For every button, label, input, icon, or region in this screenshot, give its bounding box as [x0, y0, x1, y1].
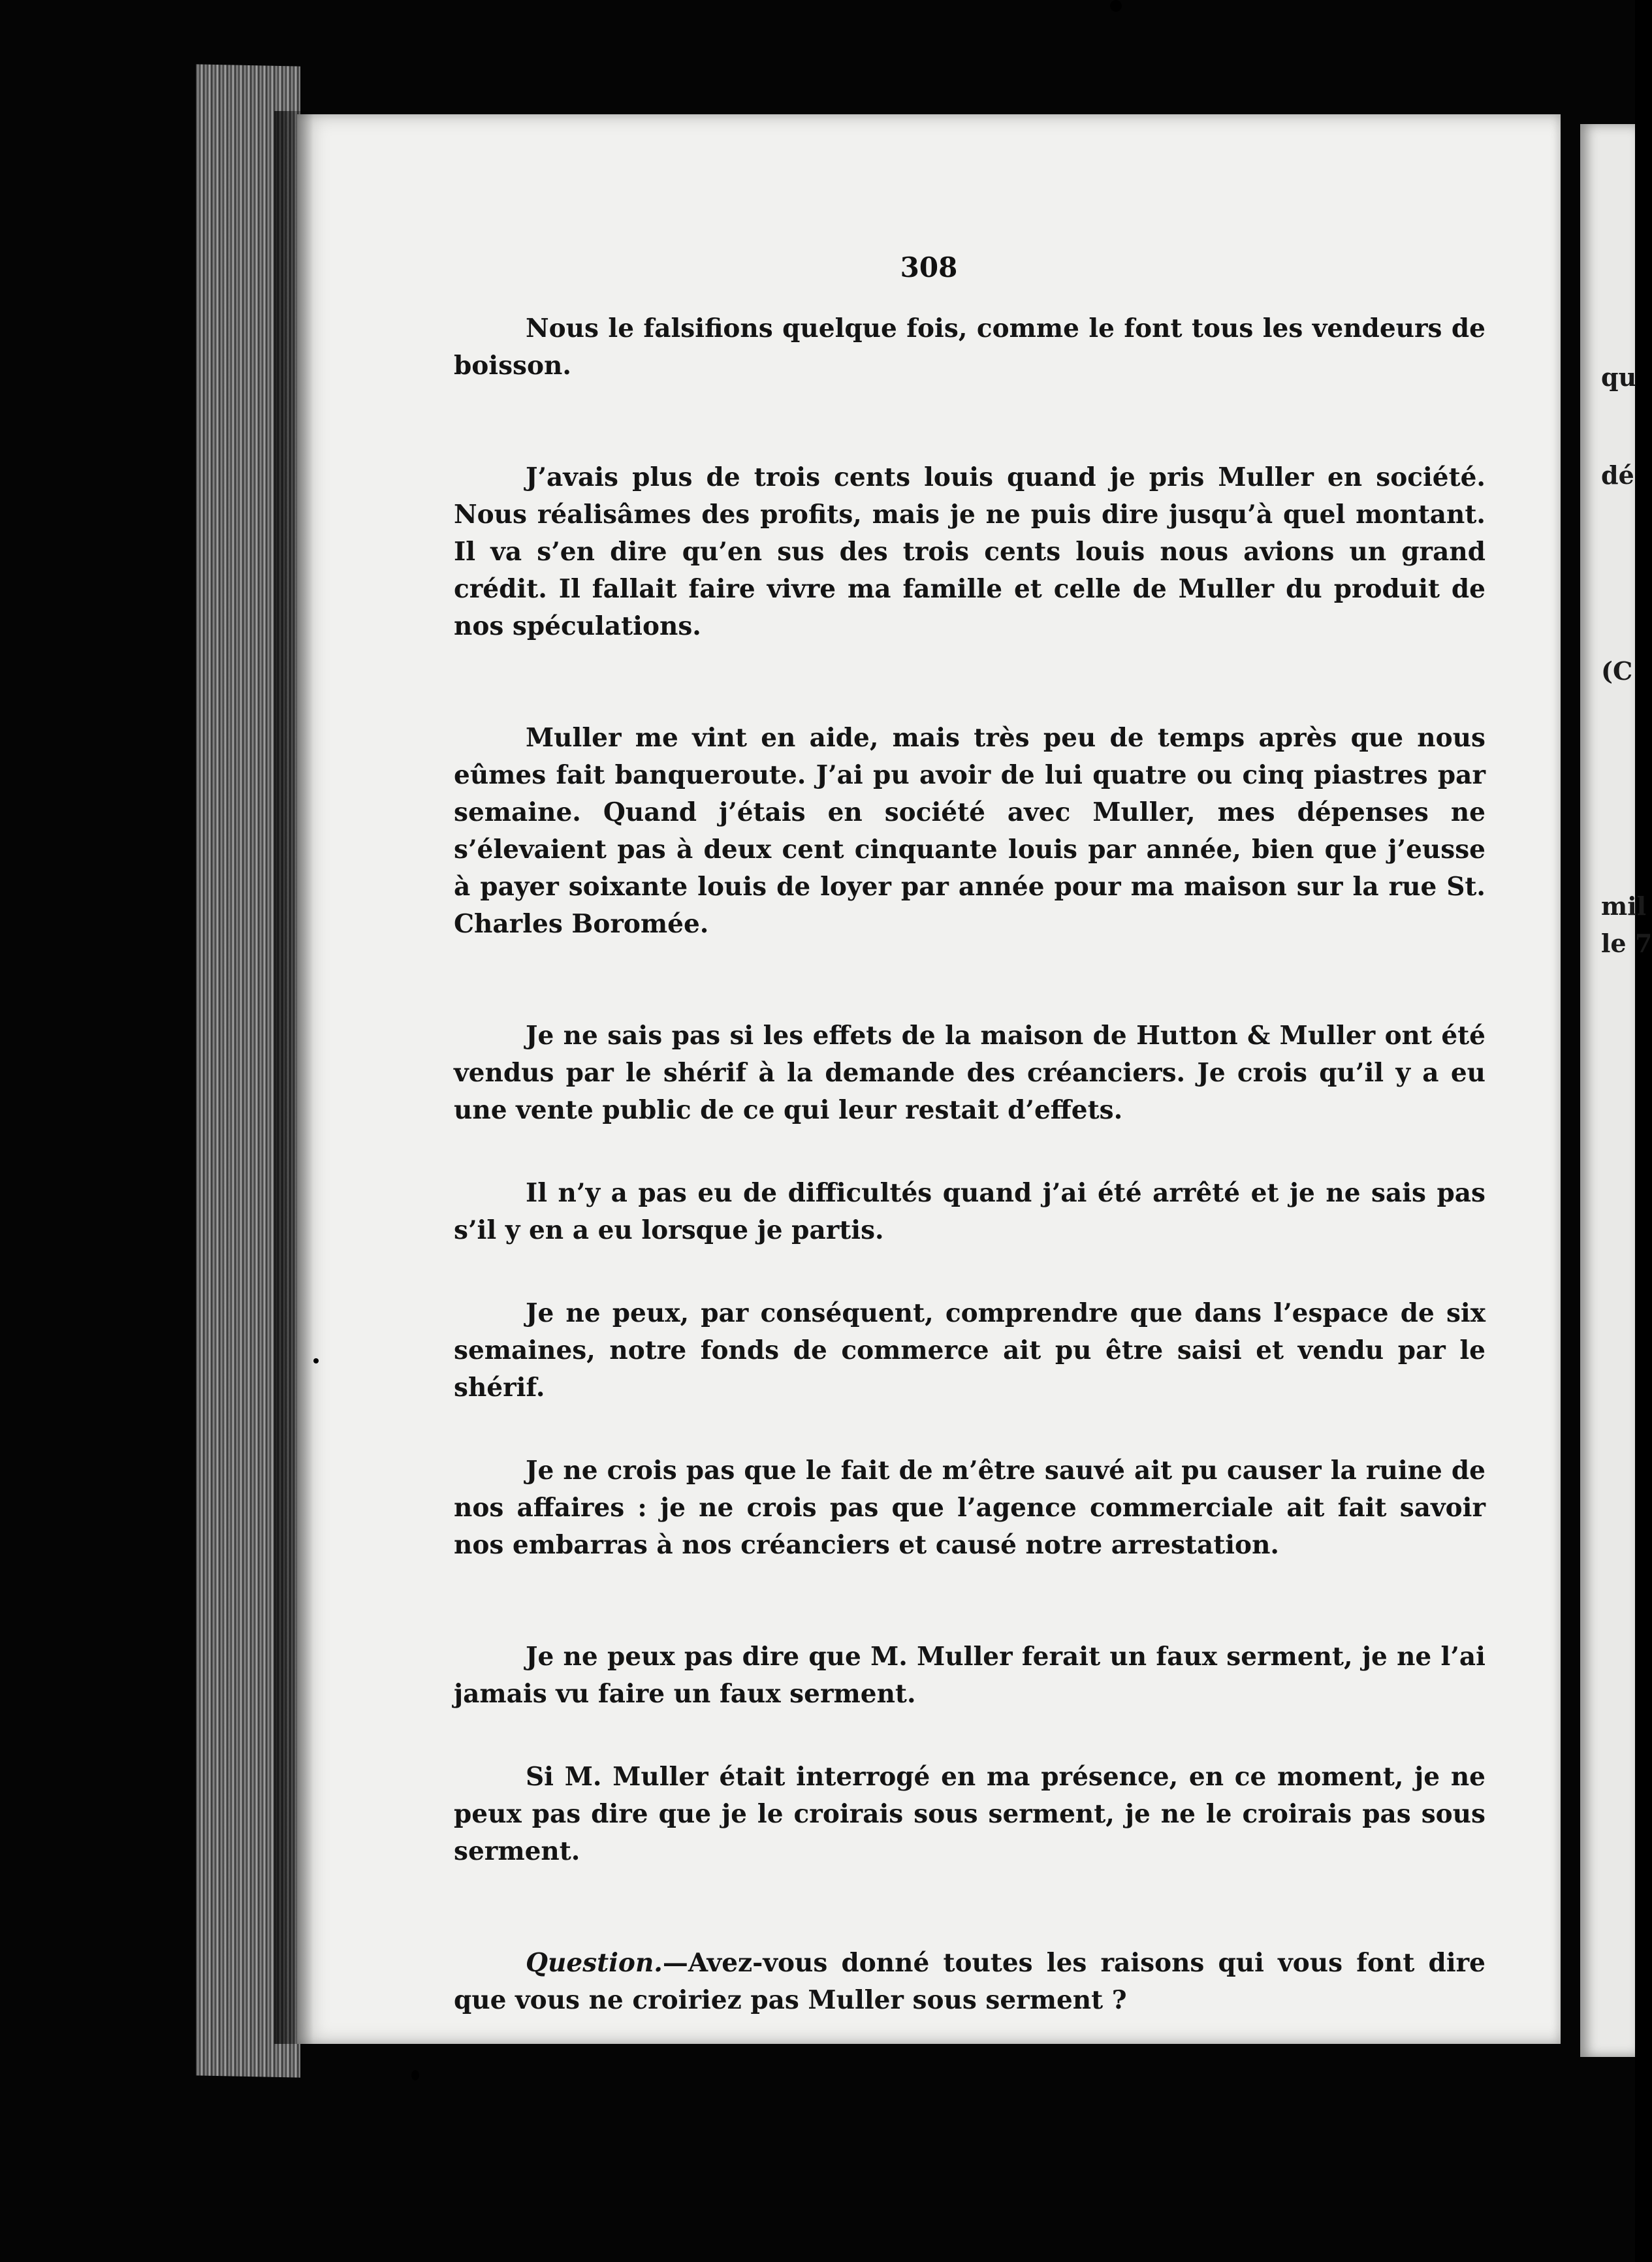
binding-shadow: [274, 111, 313, 2044]
paragraph-2: J’avais plus de trois cents louis quand je pris Muller en société. Nous réalisâmes des profits, mais je ne puis dire jusqu’à quel montant. Il va s’en dire qu’en sus des trois cents louis nous avions un grand crédit. Il fallait faire vivre ma famille et celle de Muller du produit de nos spéculations.: [454, 462, 1485, 641]
scan-speck: [411, 2070, 419, 2080]
next-page-edge: [1580, 124, 1652, 2057]
page-number: 308: [900, 251, 958, 283]
page-text: [454, 310, 1485, 2094]
paragraph-7: Je ne crois pas que le fait de m’être sauvé ait pu causer la ruine de nos affaires : je ne crois pas que l’agence commerciale ait fait savoir nos embarras à nos créanciers et causé notre arrestation.: [454, 1456, 1485, 1560]
question-label: Question.: [526, 1948, 663, 1978]
paragraph-3: Muller me vint en aide, mais très peu de temps après que nous eûmes fait banqueroute. J’ai pu avoir de lui quatre ou cinq piastres par semaine. Quand j’étais en société avec Muller, mes dépenses ne s’élevaient pas à deux cent cinquante louis par année, bien que j’eusse à payer soixante louis de loyer par année pour ma maison sur la rue St. Charles Boromée.: [454, 723, 1485, 939]
paragraph-1: Nous le falsifions quelque fois, comme le font tous les vendeurs de boisson.: [454, 313, 1485, 381]
next-page-fragment: mil: [1601, 891, 1647, 921]
question-text: —Avez-vous donné toutes les raisons qui vous font dire que vous ne croiriez pas Muller sous serment ?: [454, 1948, 1485, 2015]
paragraph-8: Je ne peux pas dire que M. Muller ferait un faux serment, je ne l’ai jamais vu faire un faux serment.: [454, 1642, 1485, 1709]
next-page-fragment: qu: [1601, 362, 1637, 392]
paragraph-9: Si M. Muller était interrogé en ma présence, en ce moment, je ne peux pas dire que je le croirais sous serment, je ne le croirais pas sous serment.: [454, 1762, 1485, 1866]
paragraph-4: Je ne sais pas si les effets de la maison de Hutton & Muller ont été vendus par le shérif à la demande des créanciers. Je crois qu’il y a eu une vente public de ce qui leur restait d’effets.: [454, 1021, 1485, 1125]
scan-speck: [1110, 0, 1122, 12]
next-page-fragment: le 7: [1601, 929, 1652, 958]
left-page: [297, 114, 1561, 2044]
question-paragraph: [454, 1945, 1485, 2019]
next-page-fragment: dé: [1601, 460, 1634, 490]
next-page-fragment: (C: [1601, 656, 1633, 686]
scan-speck: [313, 1358, 319, 1363]
paragraph-6: Je ne peux, par conséquent, comprendre que dans l’espace de six semaines, notre fonds de commerce ait pu être saisi et vendu par le shérif.: [454, 1298, 1485, 1403]
paragraph-5: Il n’y a pas eu de difficultés quand j’ai été arrêté et je ne sais pas s’il y en a eu lorsque je partis.: [454, 1178, 1485, 1245]
